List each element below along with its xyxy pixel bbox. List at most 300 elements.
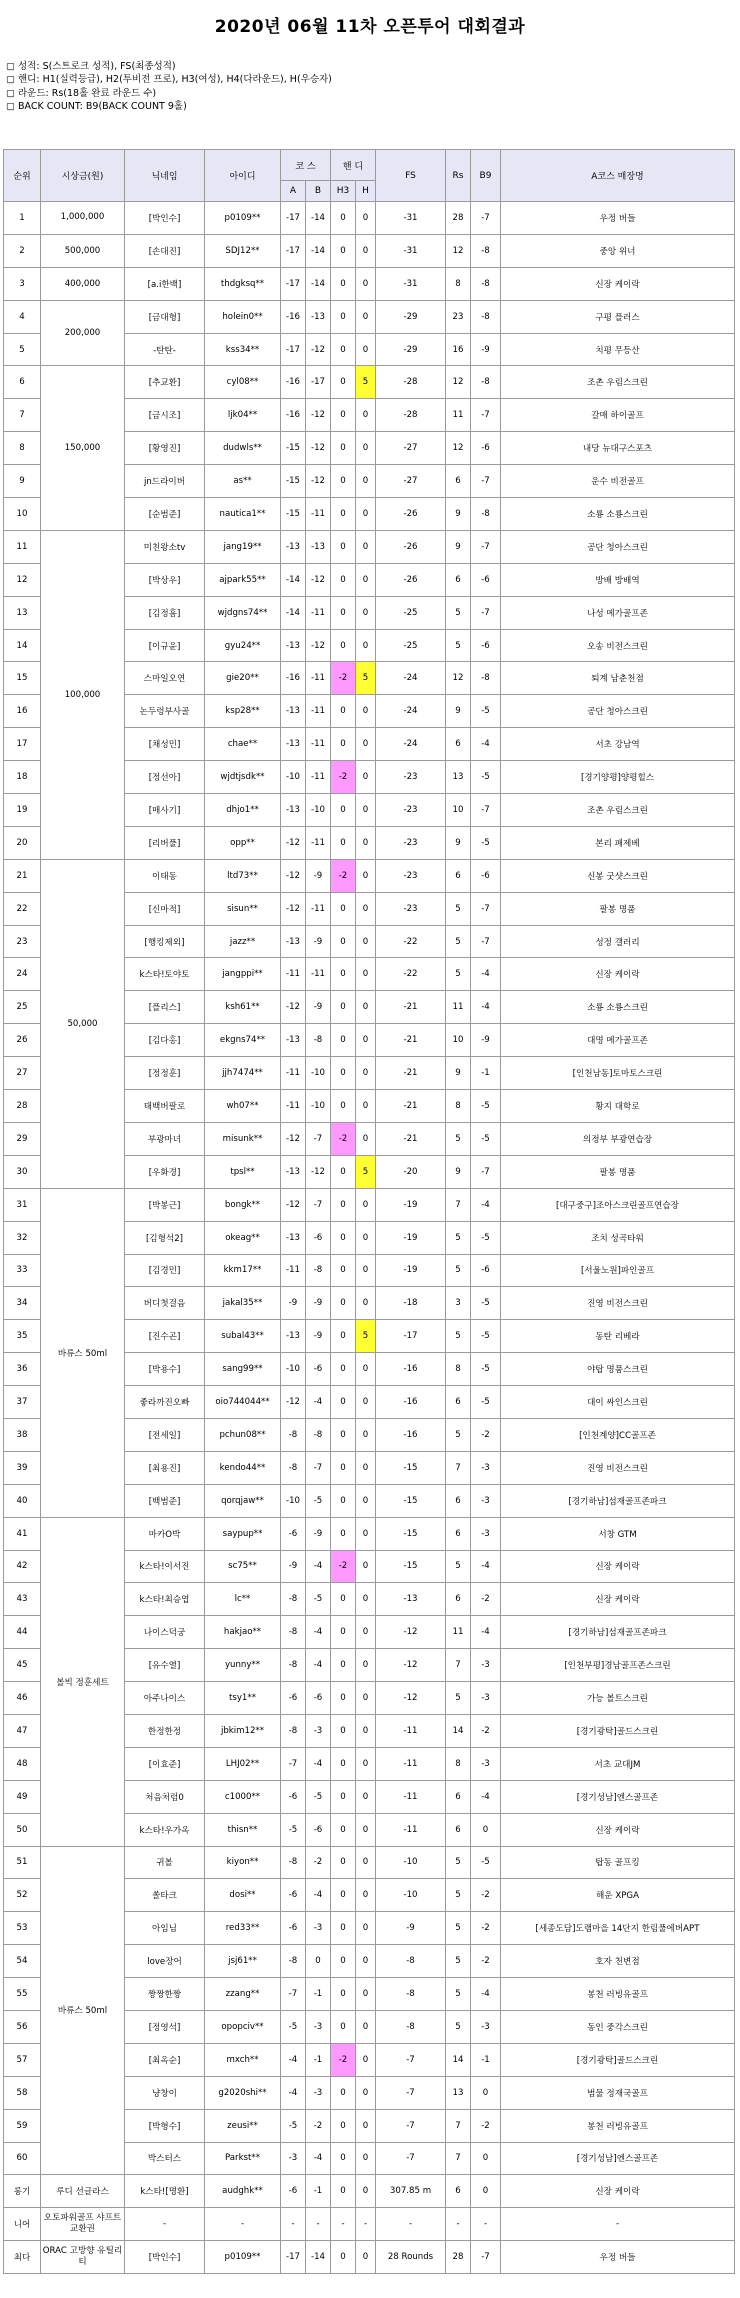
fs-cell: -15 <box>376 1517 446 1550</box>
course-b-cell: -9 <box>306 1287 331 1320</box>
id-cell: ekgns74** <box>205 1024 281 1057</box>
rs-cell: 9 <box>446 498 471 531</box>
course-a-cell: -12 <box>281 826 306 859</box>
id-cell: jakal35** <box>205 1287 281 1320</box>
fs-cell: -8 <box>376 2010 446 2043</box>
id-cell: wjdgns74** <box>205 596 281 629</box>
store-cell: 서초 강남역 <box>501 728 735 761</box>
fs-cell: -27 <box>376 465 446 498</box>
store-cell: 신장 케이락 <box>501 1583 735 1616</box>
h-cell: 0 <box>356 300 376 333</box>
id-cell: jbkim12** <box>205 1714 281 1747</box>
b9-cell: -2 <box>471 1418 501 1451</box>
course-a-cell: -17 <box>281 333 306 366</box>
course-a-cell: -6 <box>281 2175 306 2208</box>
course-b-cell: -14 <box>306 202 331 235</box>
course-b-cell: -4 <box>306 1616 331 1649</box>
rank-cell: 32 <box>4 1221 41 1254</box>
h-cell: 0 <box>356 958 376 991</box>
h3-cell: 0 <box>331 1386 356 1419</box>
fs-cell: -19 <box>376 1221 446 1254</box>
store-cell: 퇴계 남춘천점 <box>501 662 735 695</box>
h3-cell: 0 <box>331 267 356 300</box>
id-cell: yunny** <box>205 1649 281 1682</box>
rs-cell: 8 <box>446 1090 471 1123</box>
rank-cell: 44 <box>4 1616 41 1649</box>
nickname-cell: [금대형] <box>125 300 205 333</box>
course-b-cell: -4 <box>306 2142 331 2175</box>
rank-cell: 최다 <box>4 2241 41 2274</box>
b9-cell: -4 <box>471 728 501 761</box>
nickname-cell: 미친왕소tv <box>125 530 205 563</box>
course-b-cell: -11 <box>306 728 331 761</box>
rank-cell: 21 <box>4 859 41 892</box>
h-cell: 0 <box>356 1057 376 1090</box>
course-b-cell: -11 <box>306 596 331 629</box>
h3-cell: 0 <box>331 530 356 563</box>
course-b-cell: -6 <box>306 1353 331 1386</box>
id-cell: kss34** <box>205 333 281 366</box>
course-b-cell: -1 <box>306 1978 331 2011</box>
id-cell: thisn** <box>205 1813 281 1846</box>
id-cell: kkm17** <box>205 1254 281 1287</box>
h-cell: 0 <box>356 794 376 827</box>
rank-cell: 29 <box>4 1122 41 1155</box>
b9-cell: -8 <box>471 300 501 333</box>
id-cell: - <box>205 2208 281 2241</box>
course-a-cell: -13 <box>281 925 306 958</box>
b9-cell: -7 <box>471 2241 501 2274</box>
fs-cell: -15 <box>376 1451 446 1484</box>
h3-cell: 0 <box>331 794 356 827</box>
rank-cell: 2 <box>4 234 41 267</box>
rs-cell: 5 <box>446 1320 471 1353</box>
prize-cell: 볼빅 정훈세트 <box>41 1517 125 1846</box>
store-cell: 황지 대학로 <box>501 1090 735 1123</box>
course-a-cell: -17 <box>281 202 306 235</box>
store-cell: 서창 GTM <box>501 1517 735 1550</box>
b9-cell: -2 <box>471 1879 501 1912</box>
rs-cell: 14 <box>446 1714 471 1747</box>
store-cell: 의정부 부광연습장 <box>501 1122 735 1155</box>
b9-cell: 0 <box>471 1813 501 1846</box>
id-cell: bongk** <box>205 1188 281 1221</box>
h3-cell: 0 <box>331 1747 356 1780</box>
store-cell: 봉천 러빙유골프 <box>501 1978 735 2011</box>
h-cell: 0 <box>356 925 376 958</box>
course-a-cell: -8 <box>281 1418 306 1451</box>
store-cell: 야탑 명품스크린 <box>501 1353 735 1386</box>
header-course-a: A <box>281 181 306 202</box>
course-b-cell: -14 <box>306 267 331 300</box>
note-score: ▢ 성적: S(스트로크 성적), FS(최종성적) <box>6 61 176 72</box>
course-b-cell: -1 <box>306 2043 331 2076</box>
h-cell: 0 <box>356 432 376 465</box>
prize-cell: 500,000 <box>41 234 125 267</box>
rank-cell: 롱기 <box>4 2175 41 2208</box>
rank-cell: 4 <box>4 300 41 333</box>
rank-cell: 23 <box>4 925 41 958</box>
rs-cell: 7 <box>446 2109 471 2142</box>
prize-cell: 50,000 <box>41 859 125 1188</box>
h-cell: 0 <box>356 202 376 235</box>
store-cell: [세종도담]도램마을 14단지 한림풀에버APT <box>501 1912 735 1945</box>
h-cell: 0 <box>356 1090 376 1123</box>
b9-cell: -3 <box>471 1649 501 1682</box>
rank-cell: 49 <box>4 1780 41 1813</box>
fs-cell: -22 <box>376 958 446 991</box>
course-b-cell: -7 <box>306 1188 331 1221</box>
fs-cell: -21 <box>376 1057 446 1090</box>
rs-cell: 8 <box>446 267 471 300</box>
h3-cell: 0 <box>331 958 356 991</box>
course-b-cell: -3 <box>306 2010 331 2043</box>
nickname-cell: 박스터스 <box>125 2142 205 2175</box>
course-a-cell: -9 <box>281 1550 306 1583</box>
rs-cell: 5 <box>446 1879 471 1912</box>
rank-cell: 28 <box>4 1090 41 1123</box>
store-cell: 동인 중각스크린 <box>501 2010 735 2043</box>
rank-cell: 5 <box>4 333 41 366</box>
rank-cell: 59 <box>4 2109 41 2142</box>
header-nickname: 닉네임 <box>125 150 205 202</box>
h-cell: 0 <box>356 991 376 1024</box>
rank-cell: 48 <box>4 1747 41 1780</box>
rank-cell: 20 <box>4 826 41 859</box>
b9-cell: -8 <box>471 267 501 300</box>
fs-cell: -25 <box>376 629 446 662</box>
store-cell: [인천남동]토마토스크린 <box>501 1057 735 1090</box>
fs-cell: -16 <box>376 1386 446 1419</box>
rs-cell: 6 <box>446 465 471 498</box>
rank-cell: 22 <box>4 892 41 925</box>
h3-cell: 0 <box>331 2109 356 2142</box>
course-a-cell: -8 <box>281 1451 306 1484</box>
rank-cell: 25 <box>4 991 41 1024</box>
nickname-cell: k스타!토야토 <box>125 958 205 991</box>
h-cell: 0 <box>356 1879 376 1912</box>
rank-cell: 41 <box>4 1517 41 1550</box>
course-a-cell: -12 <box>281 859 306 892</box>
h-cell: 0 <box>356 2010 376 2043</box>
h3-cell: 0 <box>331 202 356 235</box>
b9-cell: -5 <box>471 1221 501 1254</box>
h-cell: 0 <box>356 1024 376 1057</box>
course-a-cell: -12 <box>281 1386 306 1419</box>
rs-cell: 12 <box>446 234 471 267</box>
store-cell: [경기광탁]골드스크린 <box>501 1714 735 1747</box>
id-cell: chae** <box>205 728 281 761</box>
rank-cell: 50 <box>4 1813 41 1846</box>
id-cell: sang99** <box>205 1353 281 1386</box>
rs-cell: 5 <box>446 596 471 629</box>
nickname-cell: [이규윤] <box>125 629 205 662</box>
nickname-cell: 아주나이스 <box>125 1682 205 1715</box>
id-cell: hakjao** <box>205 1616 281 1649</box>
course-a-cell: -8 <box>281 1583 306 1616</box>
h-cell: 0 <box>356 1550 376 1583</box>
note-handicap: ▢ 핸디: H1(실력등급), H2(투비전 프로), H3(여성), H4(다라운드), H(우승자) <box>6 74 332 86</box>
h-cell: 0 <box>356 2076 376 2109</box>
h3-cell: 0 <box>331 1057 356 1090</box>
table-row <box>4 2241 735 2274</box>
b9-cell: -7 <box>471 399 501 432</box>
id-cell: lc** <box>205 1583 281 1616</box>
b9-cell: -3 <box>471 2010 501 2043</box>
nickname-cell: [박봉근] <box>125 1188 205 1221</box>
id-cell: LHJ02** <box>205 1747 281 1780</box>
store-cell: 방배 방배역 <box>501 563 735 596</box>
course-a-cell: -7 <box>281 1747 306 1780</box>
b9-cell: -5 <box>471 1320 501 1353</box>
course-b-cell: -9 <box>306 1320 331 1353</box>
nickname-cell: [리버풀] <box>125 826 205 859</box>
b9-cell: -2 <box>471 1945 501 1978</box>
b9-cell: -3 <box>471 1517 501 1550</box>
header-fs: FS <box>376 150 446 202</box>
fs-cell: -7 <box>376 2043 446 2076</box>
b9-cell: -3 <box>471 1451 501 1484</box>
store-cell: 신장 케이락 <box>501 958 735 991</box>
course-a-cell: -13 <box>281 1221 306 1254</box>
h3-cell: -2 <box>331 1550 356 1583</box>
store-cell: [경기하남]섬재골프존파크 <box>501 1484 735 1517</box>
fs-cell: -21 <box>376 1122 446 1155</box>
nickname-cell: [행킹제외] <box>125 925 205 958</box>
rs-cell: 11 <box>446 399 471 432</box>
h-cell: 0 <box>356 333 376 366</box>
nickname-cell: k스타![명환] <box>125 2175 205 2208</box>
course-b-cell: -14 <box>306 2241 331 2274</box>
header-h: H <box>356 181 376 202</box>
table-row <box>4 300 735 333</box>
h3-cell: 0 <box>331 728 356 761</box>
course-a-cell: -11 <box>281 1057 306 1090</box>
id-cell: holein0** <box>205 300 281 333</box>
store-cell: 공단 청아스크린 <box>501 695 735 728</box>
course-b-cell: -7 <box>306 1451 331 1484</box>
course-b-cell: -8 <box>306 1024 331 1057</box>
course-b-cell: -12 <box>306 399 331 432</box>
h-cell: 0 <box>356 2142 376 2175</box>
course-b-cell: -9 <box>306 925 331 958</box>
header-store: A코스 매장명 <box>501 150 735 202</box>
rs-cell: 16 <box>446 333 471 366</box>
fs-cell: -13 <box>376 1583 446 1616</box>
rs-cell: 3 <box>446 1287 471 1320</box>
nickname-cell: 논두렁부사골 <box>125 695 205 728</box>
rank-cell: 3 <box>4 267 41 300</box>
fs-cell: -25 <box>376 596 446 629</box>
id-cell: sisun** <box>205 892 281 925</box>
b9-cell: -3 <box>471 1747 501 1780</box>
h-cell: 0 <box>356 859 376 892</box>
id-cell: wh07** <box>205 1090 281 1123</box>
table-row <box>4 530 735 563</box>
b9-cell: -7 <box>471 465 501 498</box>
h3-cell: 0 <box>331 1287 356 1320</box>
store-cell: [경기광탁]골드스크린 <box>501 2043 735 2076</box>
course-b-cell: -5 <box>306 1780 331 1813</box>
nickname-cell: [정정훈] <box>125 1057 205 1090</box>
b9-cell: -4 <box>471 1550 501 1583</box>
rank-cell: 16 <box>4 695 41 728</box>
course-b-cell: -10 <box>306 794 331 827</box>
id-cell: dhjo1** <box>205 794 281 827</box>
rank-cell: 10 <box>4 498 41 531</box>
h3-cell: 0 <box>331 1353 356 1386</box>
rs-cell: 9 <box>446 826 471 859</box>
id-cell: wjdtjsdk** <box>205 761 281 794</box>
course-a-cell: -8 <box>281 1714 306 1747</box>
store-cell: 탑동 골프킹 <box>501 1846 735 1879</box>
rs-cell: 10 <box>446 794 471 827</box>
b9-cell: -4 <box>471 1780 501 1813</box>
fs-cell: -21 <box>376 991 446 1024</box>
id-cell: opopciv** <box>205 2010 281 2043</box>
rank-cell: 18 <box>4 761 41 794</box>
course-b-cell: -9 <box>306 859 331 892</box>
rs-cell: 13 <box>446 2076 471 2109</box>
rs-cell: 12 <box>446 366 471 399</box>
rank-cell: 51 <box>4 1846 41 1879</box>
id-cell: jazz** <box>205 925 281 958</box>
h-cell: 0 <box>356 826 376 859</box>
rank-cell: 31 <box>4 1188 41 1221</box>
store-cell: 신장 케이락 <box>501 1550 735 1583</box>
rs-cell: 6 <box>446 859 471 892</box>
header-prize: 시상금(원) <box>41 150 125 202</box>
b9-cell: 0 <box>471 2142 501 2175</box>
h3-cell: 0 <box>331 1451 356 1484</box>
course-a-cell: -17 <box>281 2241 306 2274</box>
fs-cell: -11 <box>376 1813 446 1846</box>
course-b-cell: -4 <box>306 1550 331 1583</box>
rank-cell: 60 <box>4 2142 41 2175</box>
course-b-cell: -8 <box>306 1254 331 1287</box>
store-cell: 가능 볼트스크린 <box>501 1682 735 1715</box>
h3-cell: 0 <box>331 1188 356 1221</box>
course-a-cell: -12 <box>281 1188 306 1221</box>
fs-cell: -10 <box>376 1879 446 1912</box>
h3-cell: - <box>331 2208 356 2241</box>
nickname-cell: 귀볼 <box>125 1846 205 1879</box>
id-cell: ltd73** <box>205 859 281 892</box>
table-row <box>4 1188 735 1221</box>
nickname-cell: 태백버팔로 <box>125 1090 205 1123</box>
fs-cell: -23 <box>376 794 446 827</box>
nickname-cell: [박형수] <box>125 2109 205 2142</box>
rank-cell: 9 <box>4 465 41 498</box>
nickname-cell: 냥창이 <box>125 2076 205 2109</box>
nickname-cell: 버디첫걸음 <box>125 1287 205 1320</box>
store-cell: 소룡 소룡스크린 <box>501 991 735 1024</box>
h3-cell: 0 <box>331 333 356 366</box>
rs-cell: 11 <box>446 991 471 1024</box>
h-cell: 0 <box>356 2175 376 2208</box>
rank-cell: 40 <box>4 1484 41 1517</box>
course-a-cell: -7 <box>281 1978 306 2011</box>
store-cell: 치평 무등산 <box>501 333 735 366</box>
b9-cell: 0 <box>471 2175 501 2208</box>
table-row <box>4 2208 735 2241</box>
rs-cell: 6 <box>446 1517 471 1550</box>
h3-cell: 0 <box>331 1024 356 1057</box>
course-a-cell: -10 <box>281 1353 306 1386</box>
nickname-cell: [채성민] <box>125 728 205 761</box>
table-row <box>4 267 735 300</box>
course-a-cell: -13 <box>281 530 306 563</box>
store-cell: [경기양평]양평힐스 <box>501 761 735 794</box>
course-b-cell: -11 <box>306 826 331 859</box>
rs-cell: 5 <box>446 1418 471 1451</box>
h-cell: 0 <box>356 1780 376 1813</box>
h3-cell: 0 <box>331 695 356 728</box>
h3-cell: 0 <box>331 1682 356 1715</box>
id-cell: subal43** <box>205 1320 281 1353</box>
prize-cell: 150,000 <box>41 366 125 530</box>
rs-cell: 10 <box>446 1024 471 1057</box>
id-cell: okeag** <box>205 1221 281 1254</box>
h-cell: 0 <box>356 2241 376 2274</box>
course-b-cell: -11 <box>306 662 331 695</box>
h-cell: 0 <box>356 1386 376 1419</box>
nickname-cell: [전세일] <box>125 1418 205 1451</box>
rank-cell: 니어 <box>4 2208 41 2241</box>
h3-cell: 0 <box>331 563 356 596</box>
h-cell: 5 <box>356 366 376 399</box>
fs-cell: -31 <box>376 267 446 300</box>
id-cell: tsy1** <box>205 1682 281 1715</box>
prize-cell: 100,000 <box>41 530 125 859</box>
b9-cell: -4 <box>471 1978 501 2011</box>
rs-cell: 12 <box>446 432 471 465</box>
rs-cell: 28 <box>446 2241 471 2274</box>
h-cell: 5 <box>356 1155 376 1188</box>
h3-cell: 0 <box>331 2076 356 2109</box>
rank-cell: 52 <box>4 1879 41 1912</box>
id-cell: kiyon** <box>205 1846 281 1879</box>
course-a-cell: -13 <box>281 794 306 827</box>
nickname-cell: 쏠타크 <box>125 1879 205 1912</box>
course-b-cell: -6 <box>306 1813 331 1846</box>
table-row <box>4 366 735 399</box>
rank-cell: 13 <box>4 596 41 629</box>
fs-cell: -12 <box>376 1616 446 1649</box>
b9-cell: -8 <box>471 366 501 399</box>
store-cell: 신장 케이락 <box>501 267 735 300</box>
fs-cell: -18 <box>376 1287 446 1320</box>
b9-cell: -6 <box>471 1254 501 1287</box>
id-cell: p0109** <box>205 2241 281 2274</box>
h-cell: 0 <box>356 761 376 794</box>
course-a-cell: -16 <box>281 662 306 695</box>
nickname-cell: [정영석] <box>125 2010 205 2043</box>
id-cell: gie20** <box>205 662 281 695</box>
fs-cell: -29 <box>376 333 446 366</box>
rs-cell: 5 <box>446 958 471 991</box>
header-course-b: B <box>306 181 331 202</box>
id-cell: red33** <box>205 1912 281 1945</box>
table-row <box>4 1517 735 1550</box>
course-a-cell: -15 <box>281 465 306 498</box>
id-cell: as** <box>205 465 281 498</box>
rs-cell: 5 <box>446 1122 471 1155</box>
h-cell: 0 <box>356 267 376 300</box>
b9-cell: -2 <box>471 1912 501 1945</box>
b9-cell: -7 <box>471 794 501 827</box>
rank-cell: 7 <box>4 399 41 432</box>
